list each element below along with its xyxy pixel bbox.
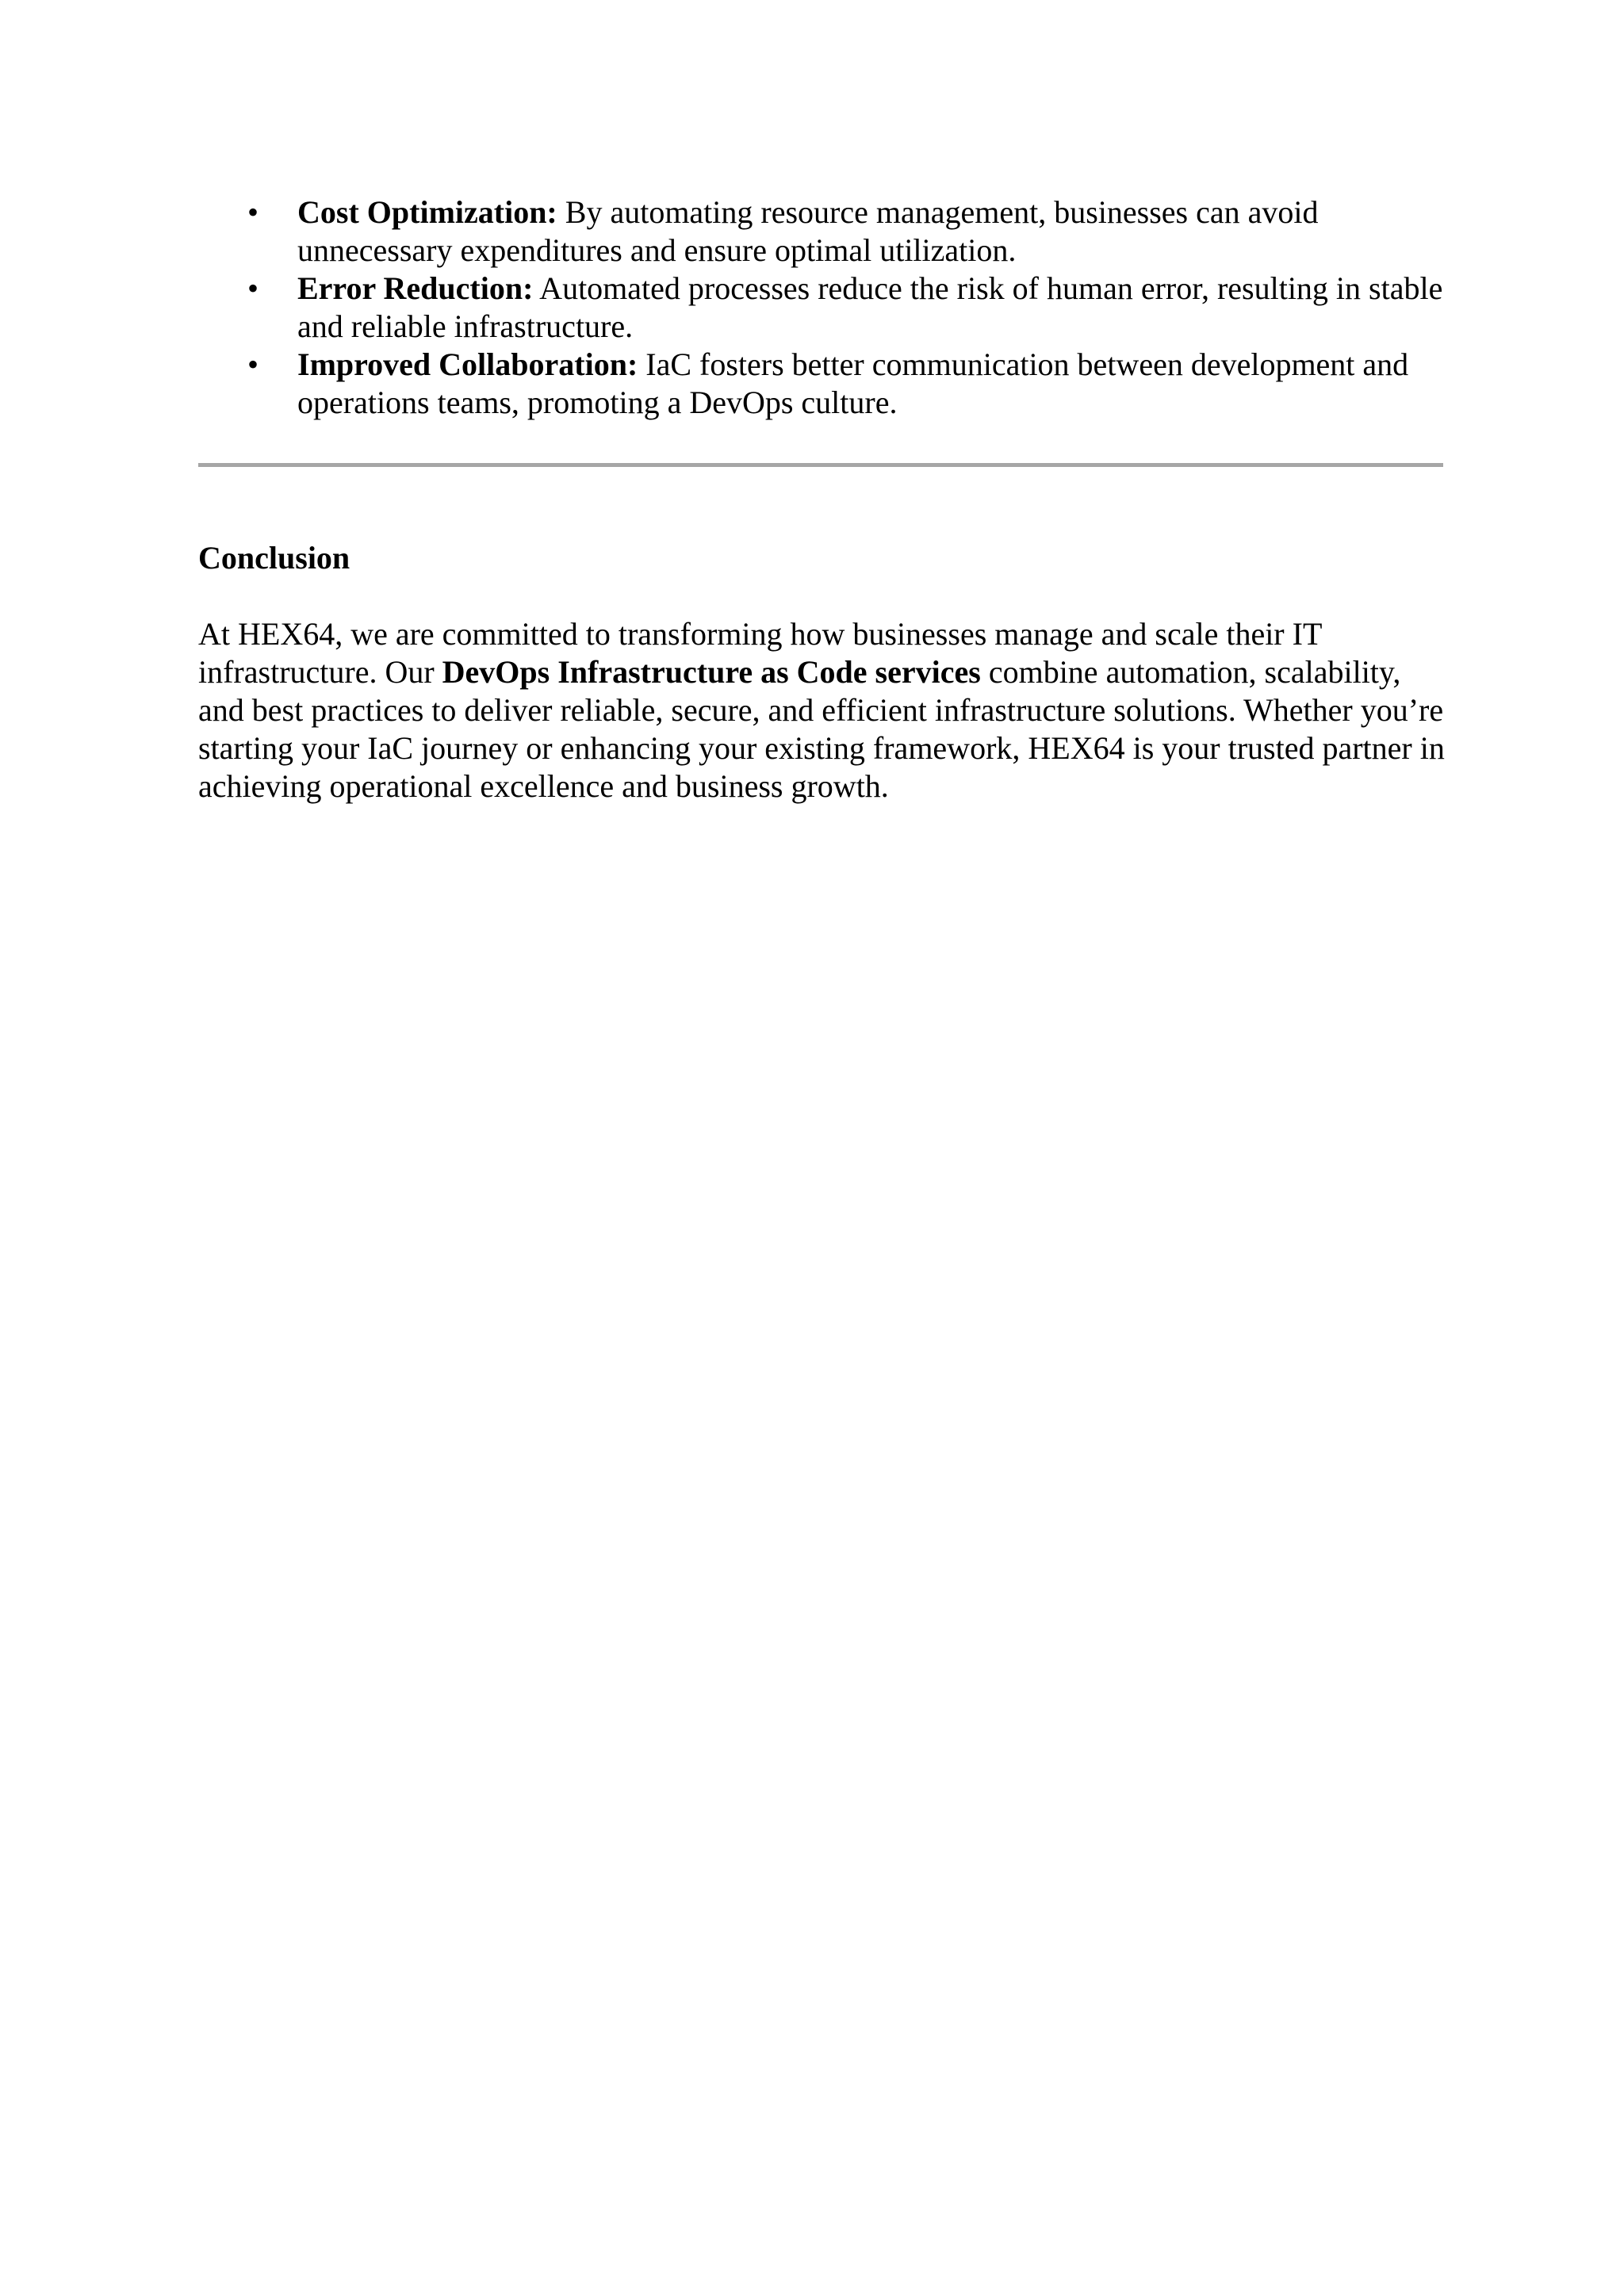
benefit-term: Improved Collaboration: [297, 346, 638, 382]
bullet-icon: • [247, 346, 259, 382]
benefit-text: By automating resource management, businesses can avoid unnecessary expenditures and ensure optimal utilization. [297, 194, 1319, 268]
list-item [198, 346, 1445, 422]
paragraph-text: At HEX64, we are committed to transforming how businesses manage and scale their IT infrastructure. Our [198, 616, 1322, 690]
paragraph-emphasis: DevOps Infrastructure as Code services [442, 654, 981, 690]
benefits-section [198, 193, 1445, 422]
list-item [198, 270, 1445, 346]
benefit-text: IaC fosters better communication between development and operations teams, promoting a DevOps culture. [297, 346, 1409, 420]
benefit-term: Cost Optimization: [297, 194, 557, 230]
benefit-text: Automated processes reduce the risk of human error, resulting in stable and reliable infrastructure. [297, 270, 1443, 344]
horizontal-divider [198, 463, 1443, 467]
conclusion-paragraph [198, 615, 1445, 806]
bullet-icon: • [247, 194, 259, 230]
conclusion-section [198, 539, 1445, 806]
paragraph-text: combine automation, scalability, and best practices to deliver reliable, secure, and efficient infrastructure solutions. Whether you’re starting your IaC journey or enhancing your existing framework, HEX64 is your trusted partner in achieving operational excellence and business growth. [198, 654, 1445, 804]
bullet-icon: • [247, 270, 259, 306]
section-heading: Conclusion [198, 540, 350, 576]
list-item [198, 193, 1445, 270]
benefit-term: Error Reduction: [297, 270, 534, 306]
benefits-list [198, 193, 1445, 422]
